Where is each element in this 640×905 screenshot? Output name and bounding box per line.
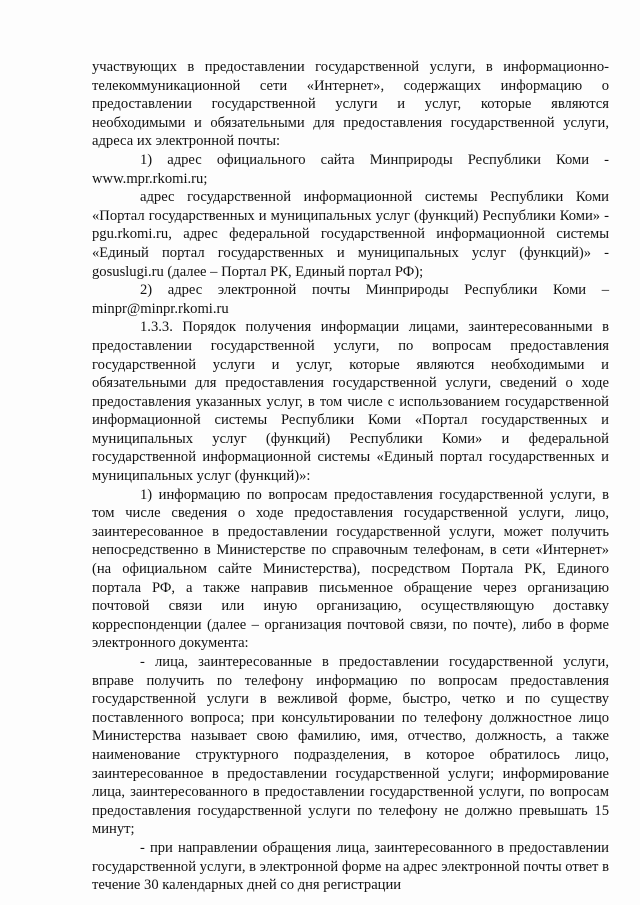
paragraph-information-channels: 1) информацию по вопросам предоставления государственной услуги, в том числе сведения о ходе предоставления государственной услуги, лицо, заинтересованное в предоставлении государственной услуги, может получить непосредственно в Министерстве по справочным телефонам, в сети «Интернет» (на официальном сайте Министерства), посредством Портала РК, Единого портала РФ, а также направив письменное обращение через организацию почтовой связи или иную организацию, осуществляющую доставку корреспонденции (далее – организация почтовой связи, по почте), либо в форме электронного документа: [92,486,609,652]
paragraph-email-address: 2) адрес электронной почты Минприроды Республики Коми – minpr@minpr.rkomi.ru [92,282,609,317]
paragraph-portal-addresses: адрес государственной информационной системы Республики Коми «Портал государственных и муниципальных услуг (функций) Республики Коми» - pgu.rkomi.ru, адрес федеральной государственной информационной системы «Единый портал государственных и муниципальных услуг (функций)» - gosuslugi.ru (далее – Портал РК, Единый портал РФ); [92,189,609,280]
paragraph-official-site-address: 1) адрес официального сайта Минприроды Республики Коми - www.mpr.rkomi.ru; [92,151,609,187]
paragraph-intro-continuation: участвующих в предоставлении государственной услуги, в информационно-телекоммуникационной сети «Интернет», содержащих информацию о предоставлении государственной услуги и услуг, которые являются необходимыми и обязательными для предоставления государственной услуги, адреса их электронной почты: [92,59,609,150]
paragraph-section-1-3-3: 1.3.3. Порядок получения информации лицами, заинтересованными в предоставлении государственной услуги, по вопросам предоставления государственной услуги и услуг, которые являются необходимыми и обязательными для предоставления государственной услуги, сведений о ходе предоставления указанных услуг, в том числе с использованием государственной информационной системы Республики Коми «Портал государственных и муниципальных услуг (функций) Республики Коми» и федеральной государственной информационной системы «Единый портал государственных и муниципальных услуг (функций)»: [92,319,609,485]
paragraph-phone-consultation: - лица, заинтересованные в предоставлении государственной услуги, вправе получить по телефону информацию по вопросам предоставления государственной услуги в вежливой форме, быстро, четко и по существу поставленного вопроса; при консультировании по телефону должностное лицо Министерства называет свою фамилию, имя, отчество, должность, а также наименование структурного подразделения, в которое обратилось лицо, заинтересованное в предоставлении государственной услуги; информирование лица, заинтересованного в предоставлении государственной услуги, по вопросам предоставления государственной услуги по телефону не должно превышать 15 минут; [92,654,609,838]
paragraph-electronic-request: - при направлении обращения лица, заинтересованного в предоставлении государственной услуги, в электронной форме на адрес электронной почты ответ в течение 30 календарных дней со дня регистрации [92,839,609,894]
document-body [92,58,609,895]
